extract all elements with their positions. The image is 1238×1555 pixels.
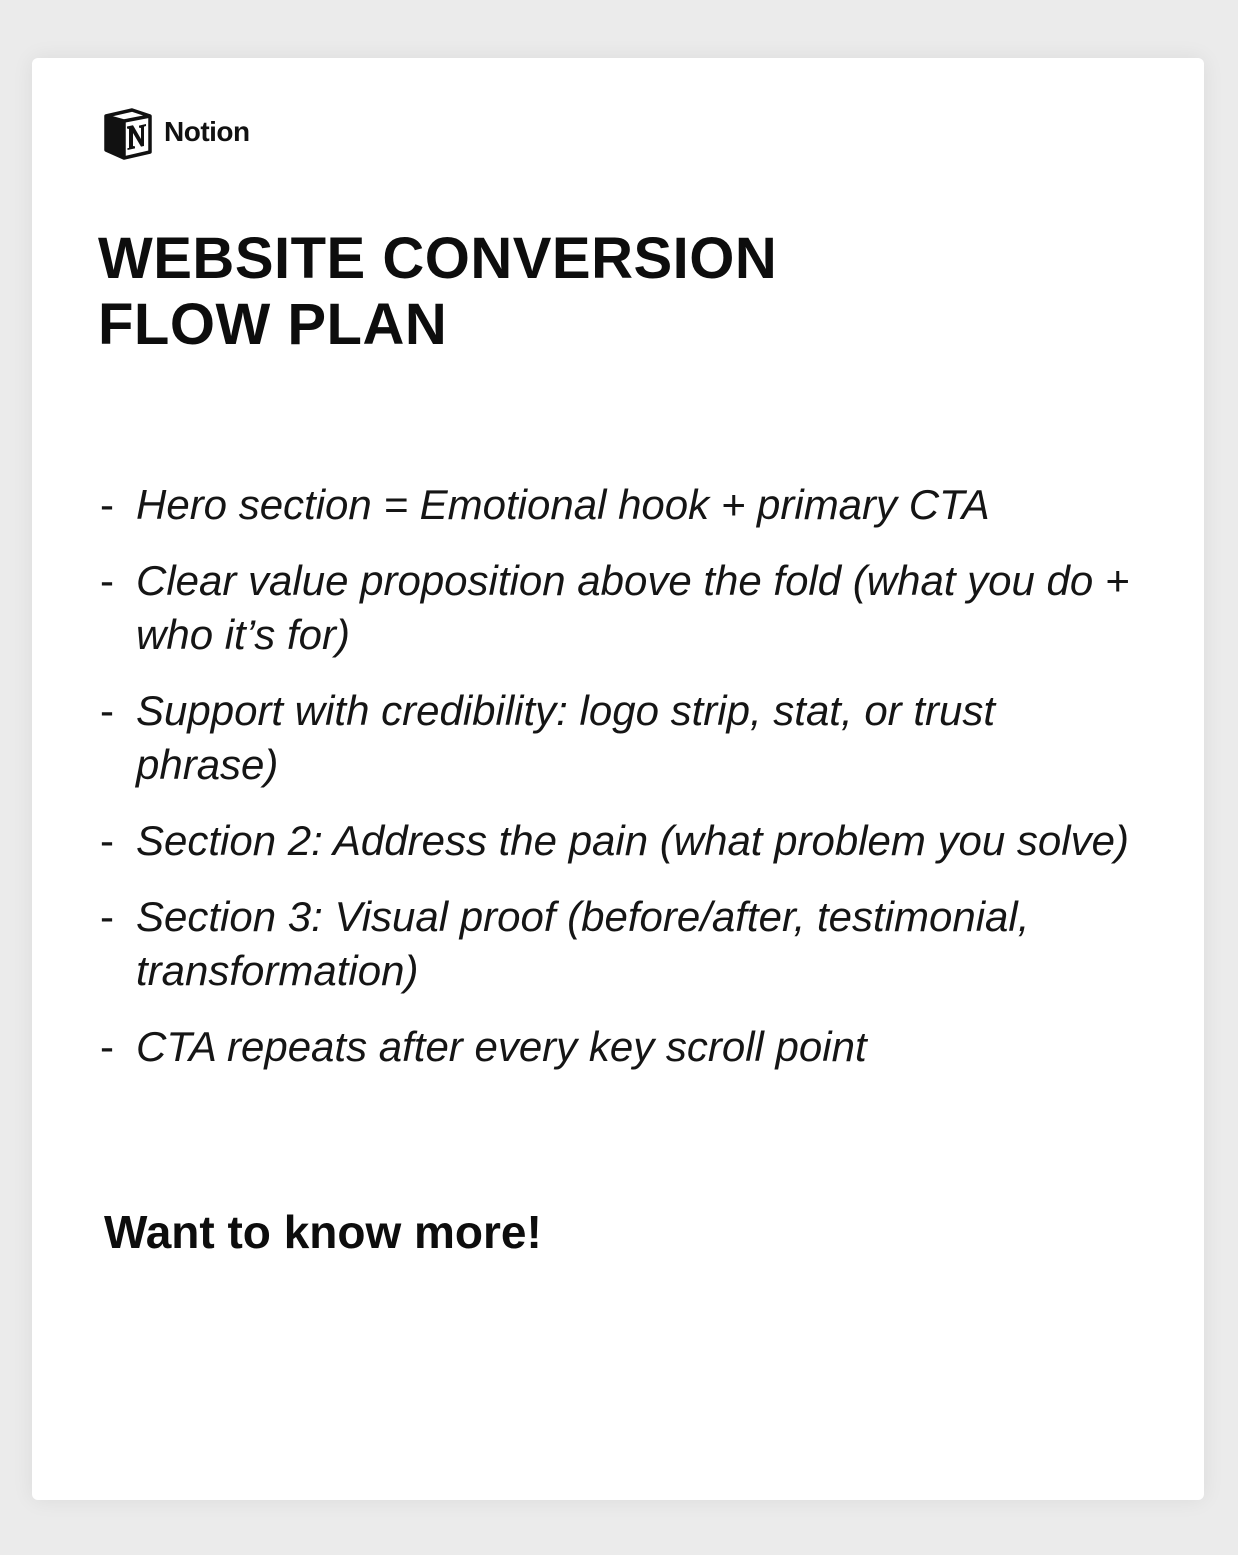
bullet-dash: -	[100, 687, 114, 734]
list-item	[100, 890, 1140, 998]
page-title-line-2: FLOW PLAN	[98, 292, 448, 357]
bullet-dash: -	[100, 817, 114, 864]
brand	[100, 104, 250, 160]
brand-name: Notion	[164, 116, 250, 147]
page-title-line-1: WEBSITE CONVERSION	[98, 226, 778, 291]
bullet-text: Section 3: Visual proof (before/after, testimonial, transformation)	[136, 893, 1030, 994]
content-card	[32, 58, 1204, 1500]
list-item	[100, 1020, 1140, 1074]
page-title	[98, 226, 1098, 358]
list-item	[100, 478, 1140, 532]
bullet-dash: -	[100, 893, 114, 940]
bullet-text: Clear value proposition above the fold (what you do + who it’s for)	[136, 557, 1130, 658]
bullet-text: Section 2: Address the pain (what problem you solve)	[136, 817, 1129, 864]
cta-text: Want to know more!	[104, 1206, 542, 1258]
bullet-dash: -	[100, 557, 114, 604]
list-item	[100, 814, 1140, 868]
bullet-text: Hero section = Emotional hook + primary CTA	[136, 481, 990, 528]
bullet-list	[100, 478, 1140, 1096]
list-item	[100, 554, 1140, 662]
bullet-dash: -	[100, 481, 114, 528]
bullet-text: CTA repeats after every key scroll point	[136, 1023, 867, 1070]
list-item	[100, 684, 1140, 792]
notion-logo-icon	[100, 104, 156, 160]
bullet-text: Support with credibility: logo strip, stat, or trust phrase)	[136, 687, 996, 788]
bullet-dash: -	[100, 1023, 114, 1070]
